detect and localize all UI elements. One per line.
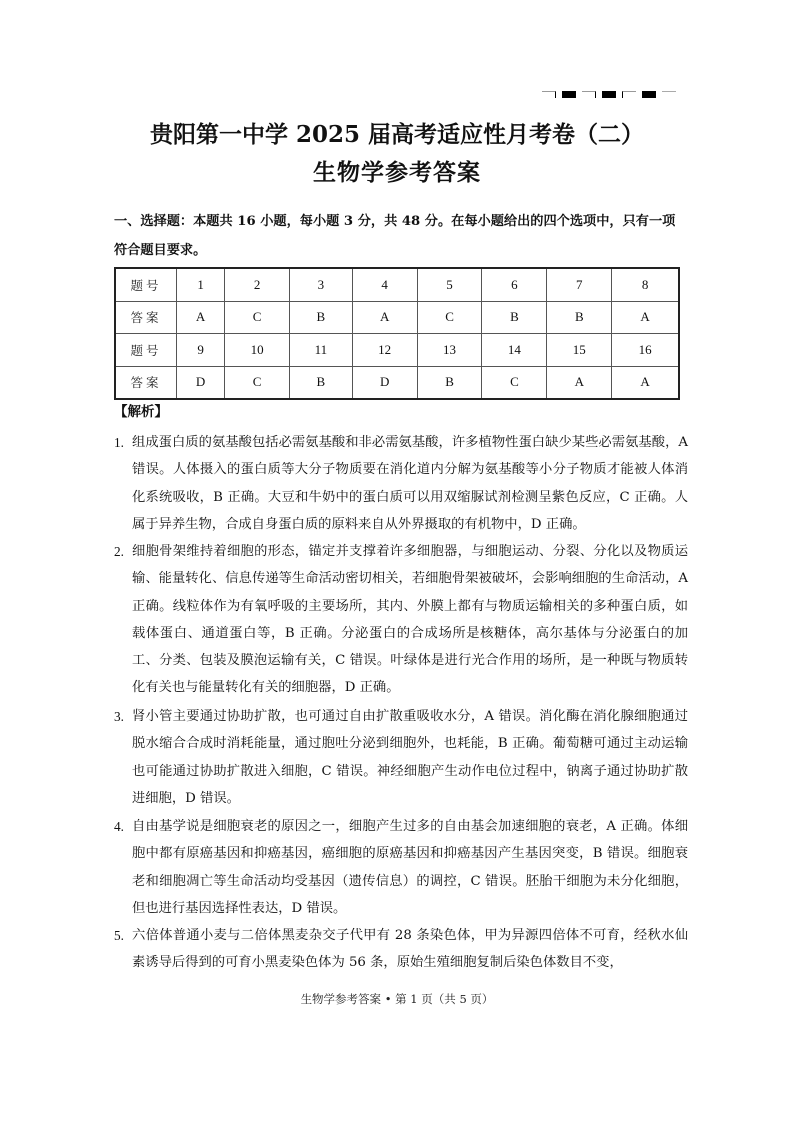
analysis-item: [114, 813, 688, 922]
page-footer: 生物学参考答案 • 第 1 页（共 5 页）: [300, 992, 494, 1006]
table-row: [115, 334, 679, 367]
page-subtitle: 生物学参考答案: [313, 159, 481, 186]
table-cell: 2: [225, 268, 290, 301]
analysis-heading: 【解析】: [114, 404, 168, 420]
item-number: 5.: [114, 928, 124, 943]
table-cell: 14: [482, 334, 547, 367]
item-text: 肾小管主要通过协助扩散，也可通过自由扩散重吸收水分，A 错误。消化酶在消化腺细胞通过脱水缩合合成时消耗能量，通过胞吐分泌到细胞外，也耗能，B 正确。葡萄糖可通过主动运输也可能通过协助扩散进入细胞，C 错误。神经细胞产生动作电位过程中，钠离子通过协助扩散进细胞，D 错误。: [132, 709, 688, 806]
table-cell: D: [177, 366, 225, 399]
table-row: [115, 301, 679, 334]
item-number: 2.: [114, 544, 124, 559]
analysis-item: [114, 703, 688, 812]
page-title: 贵阳第一中学 2025 届高考适应性月考卷（二）: [149, 121, 645, 148]
table-row: [115, 268, 679, 301]
item-number: 3.: [114, 709, 124, 724]
table-row: [115, 366, 679, 399]
row-label: 答案: [115, 301, 177, 334]
row-label: 题号: [115, 334, 177, 367]
item-text: 细胞骨架维持着细胞的形态，锚定并支撑着许多细胞器，与细胞运动、分裂、分化以及物质运输、能量转化、信息传递等生命活动密切相关，若细胞骨架被破坏，会影响细胞的生命活动，A 正确。线粒体作为有氧呼吸的主要场所，其内、外膜上都有与物质运输相关的多种蛋白质，如载体蛋白、通道蛋白等，B 正确。分泌蛋白的合成场所是核糖体，高尔基体与分泌蛋白的加工、分类、包装及膜泡运输有关，C 错误。叶绿体是进行光合作用的场所，是一种既与物质转化有关也与能量转化有关的细胞器，D 正确。: [132, 544, 688, 696]
table-cell: 10: [225, 334, 290, 367]
table-cell: B: [290, 366, 353, 399]
table-cell: A: [177, 301, 225, 334]
item-text: 自由基学说是细胞衰老的原因之一，细胞产生过多的自由基会加速细胞的衰老，A 正确。体细胞中都有原癌基因和抑癌基因，癌细胞的原癌基因和抑癌基因产生基因突变，B 错误。细胞衰老和细胞凋亡等生命活动均受基因（遗传信息）的调控，C 错误。胚胎干细胞为未分化细胞，但也进行基因选择性表达，D 错误。: [132, 819, 688, 916]
item-number: 1.: [114, 435, 124, 450]
table-cell: C: [417, 301, 482, 334]
table-cell: A: [547, 366, 612, 399]
row-label: 题号: [115, 268, 177, 301]
table-cell: 3: [290, 268, 353, 301]
registration-mark: [622, 91, 636, 98]
table-cell: B: [417, 366, 482, 399]
table-cell: 13: [417, 334, 482, 367]
table-cell: B: [482, 301, 547, 334]
table-cell: 16: [612, 334, 679, 367]
answer-table: [114, 267, 680, 400]
table-cell: 4: [352, 268, 417, 301]
table-cell: 5: [417, 268, 482, 301]
table-cell: C: [225, 366, 290, 399]
item-text: 组成蛋白质的氨基酸包括必需氨基酸和非必需氨基酸，许多植物性蛋白缺少某些必需氨基酸，A 错误。人体摄入的蛋白质等大分子物质要在消化道内分解为氨基酸等小分子物质才能被人体消化系统吸收，B 正确。大豆和牛奶中的蛋白质可以用双缩脲试剂检测呈紫色反应，C 正确。人属于异养生物，合成自身蛋白质的原料来自从外界摄取的有机物中，D 正确。: [132, 435, 688, 532]
table-cell: 11: [290, 334, 353, 367]
item-text: 六倍体普通小麦与二倍体黑麦杂交子代甲有 28 条染色体，甲为异源四倍体不可育，经秋水仙素诱导后得到的可育小黑麦染色体为 56 条，原始生殖细胞复制后染色体数目不变，: [132, 928, 688, 971]
registration-mark: [642, 91, 656, 98]
table-cell: C: [482, 366, 547, 399]
row-label: 答案: [115, 366, 177, 399]
item-number: 4.: [114, 819, 124, 834]
table-cell: C: [225, 301, 290, 334]
table-cell: A: [352, 301, 417, 334]
table-cell: D: [352, 366, 417, 399]
registration-mark: [562, 91, 576, 98]
table-cell: 9: [177, 334, 225, 367]
table-cell: B: [290, 301, 353, 334]
table-cell: 7: [547, 268, 612, 301]
registration-mark: [582, 91, 596, 98]
analysis-item: [114, 538, 688, 702]
registration-marks: [542, 90, 676, 98]
table-cell: 6: [482, 268, 547, 301]
table-cell: B: [547, 301, 612, 334]
table-cell: 8: [612, 268, 679, 301]
table-cell: A: [612, 301, 679, 334]
table-cell: 1: [177, 268, 225, 301]
analysis-item: [114, 429, 688, 538]
registration-mark: [662, 91, 676, 98]
table-cell: A: [612, 366, 679, 399]
registration-mark: [602, 91, 616, 98]
table-cell: 12: [352, 334, 417, 367]
analysis-item: [114, 922, 688, 977]
table-cell: 15: [547, 334, 612, 367]
registration-mark: [542, 91, 556, 98]
section-heading: 一、选择题：本题共 16 小题，每小题 3 分，共 48 分。在每小题给出的四个选项中，只有一项符合题目要求。: [114, 214, 676, 258]
